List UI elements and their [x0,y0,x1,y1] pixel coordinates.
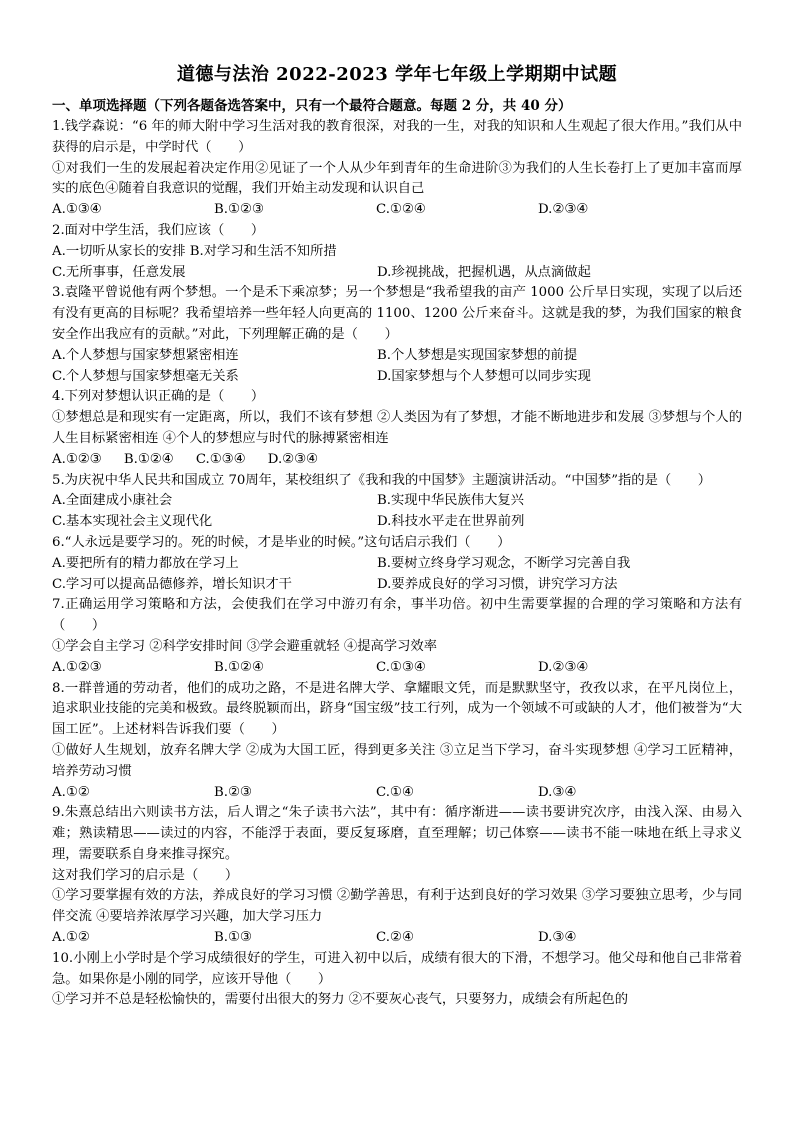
option-a: A.①③④ [52,202,102,218]
question-items: ①学会自主学习 ②科学安排时间 ③学会避重就轻 ④提高学习效率 [52,638,437,654]
question-stem: 6.“人永远是要学习的。死的时候，才是毕业的时候。”这句话启示我们（ ） [52,534,511,550]
option-row [52,658,742,679]
question-5 [52,471,742,533]
option-c: C.①②④ [376,202,426,218]
option-c: C.基本实现社会主义现代化 [52,514,213,530]
question-9 [52,803,742,949]
option-a-b: A.一切听从家长的安排 B.对学习和生活不知所措 [52,243,337,259]
question-1 [52,117,742,221]
question-items: ①学习并不总是轻松愉快的，需要付出很大的努力 ②不要灰心丧气，只要努力，成绩会有所起色的 [52,992,628,1008]
question-2 [52,221,742,283]
option-d: D.③④ [538,930,577,946]
option-d: D.珍视挑战，把握机遇，从点滴做起 [377,264,591,280]
option-a: A.全面建成小康社会 [52,493,173,509]
question-items: ①学习要掌握有效的方法，养成良好的学习习惯 ②勤学善思，有利于达到良好的学习效果 ③学习要独立思考，少与同伴交流 ④要培养浓厚学习兴趣，加大学习压力 [52,888,742,925]
option-row [52,346,742,388]
question-6 [52,533,742,595]
option-d: D.②③④ [538,202,589,218]
option-a: A.①②③ [52,659,102,675]
question-stem: 10.小刚上小学时是个学习成绩很好的学生，可进入初中以后，成绩有很大的下滑，不想学习。他父母和他自己非常着急。如果你是小刚的同学，应该开导他（ ） [52,950,742,987]
option-c: C.学习可以提高品德修养，增长知识才干 [52,576,292,592]
option-b: B.①③ [214,930,252,946]
option-d: D.科技水平走在世界前列 [377,514,525,530]
option-d: D.③④ [538,784,577,800]
option-b: B.个人梦想是实现国家梦想的前提 [377,347,578,363]
option-c: C.①③④ [195,451,246,467]
question-stem: 2.面对中学生活，我们应该（ ） [52,222,265,238]
option-row [52,200,742,221]
option-c: C.无所事事，任意发展 [52,264,186,280]
option-b: B.要树立终身学习观念，不断学习完善自我 [377,555,631,571]
option-d: D.②③④ [538,659,589,675]
question-items: ①做好人生规划，放弃名牌大学 ②成为大国工匠，得到更多关注 ③立足当下学习，奋斗实现梦想 ④学习工匠精神，培养劳动习惯 [52,742,742,779]
option-c: C.①③④ [376,659,426,675]
option-row [52,928,742,949]
question-4 [52,387,742,470]
question-stem: 1.钱学森说：“6 年的师大附中学习生活对我的教育很深，对我的一生，对我的知识和人生观起了很大作用。”我们从中获得的启示是，中学时代（ ） [52,119,742,155]
option-a: A.要把所有的精力都放在学习上 [52,555,239,571]
question-stem: 8.一群普通的劳动者，他们的成功之路，不是进名牌大学、拿耀眼文凭，而是默默坚守，孜孜以求，在平凡岗位上，追求职业技能的完美和极致。最终脱颖而出，跻身“国宝级”技工行列，成为一个领域不可或缺的人才，他们被誉为“大国工匠”。上述材料告诉我们要（ ） [52,680,742,738]
page-title: 道德与法治 2022-2023 学年七年级上学期期中试题 [176,64,618,85]
option-row [52,491,742,533]
option-c: C.个人梦想与国家梦想毫无关系 [52,368,239,384]
exam-page [52,62,742,1011]
question-stem-2: 这对我们学习的启示是（ ） [52,867,239,883]
question-7 [52,595,742,678]
question-stem: 5.为庆祝中华人民共和国成立 70周年，某校组织了《我和我的中国梦》主题演讲活动。“中国梦”指的是（ ） [52,472,712,488]
option-d: D.②③④ [267,451,318,467]
option-b: B.①②③ [214,202,264,218]
section-heading: 一、单项选择题（下列各题备选答案中，只有一个最符合题意。每题 2 分，共 40 分） [52,98,572,114]
option-row [52,263,742,284]
option-row [52,783,742,804]
option-b: B.②③ [214,784,252,800]
option-row [52,450,742,471]
option-d: D.要养成良好的学习习惯，讲究学习方法 [377,576,618,592]
question-items: ①对我们一生的发展起着决定作用②见证了一个人从少年到青年的生命进阶③为我们的人生长卷打上了更加丰富而厚实的底色④随着自我意识的觉醒，我们开始主动发现和认识自己 [52,160,742,197]
question-3 [52,283,742,387]
option-b: B.①②④ [214,659,264,675]
option-a: A.①②③ [52,451,102,467]
question-stem: 4.下列对梦想认识正确的是（ ） [52,389,265,405]
option-c: C.①④ [376,784,414,800]
question-stem: 7.正确运用学习策略和方法，会使我们在学习中游刃有余，事半功倍。初中生需要掌握的合理的学习策略和方法有（ ） [52,597,742,634]
question-stem: 9.朱熹总结出六则读书方法，后人谓之“朱子读书六法”，其中有：循序渐进——读书要讲究次序，由浅入深、由易入难；熟读精思——读过的内容，不能浮于表面，要反复琢磨，直至理解；切己体察——读书不能一味地在纸上寻求义理，需要联系自身来推寻探究。 [52,805,742,862]
option-a: A.①② [52,784,90,800]
option-row [52,554,742,596]
option-d: D.国家梦想与个人梦想可以同步实现 [377,368,591,384]
option-b: B.实现中华民族伟大复兴 [377,493,524,509]
option-a: A.①② [52,930,90,946]
option-a: A.个人梦想与国家梦想紧密相连 [52,347,239,363]
question-10 [52,949,742,1011]
question-stem: 3.袁隆平曾说他有两个梦想。一个是禾下乘凉梦；另一个梦想是“我希望我的亩产 1000 公斤早日实现，实现了以后还有没有更高的目标呢？我希望培养一些年轻人向更高的 1100、1200 公斤来奋斗。这就是我的梦，为我们国家的粮食安全作出我应有的贡献。”对此，下列理解正确的是（ ） [52,285,742,342]
option-c: C.②④ [376,930,414,946]
question-items: ①梦想总是和现实有一定距离，所以，我们不该有梦想 ②人类因为有了梦想，才能不断地进步和发展 ③梦想与个人的人生目标紧密相连 ④个人的梦想应与时代的脉搏紧密相连 [52,410,742,446]
option-b: B.①②④ [123,451,174,467]
question-8 [52,679,742,804]
